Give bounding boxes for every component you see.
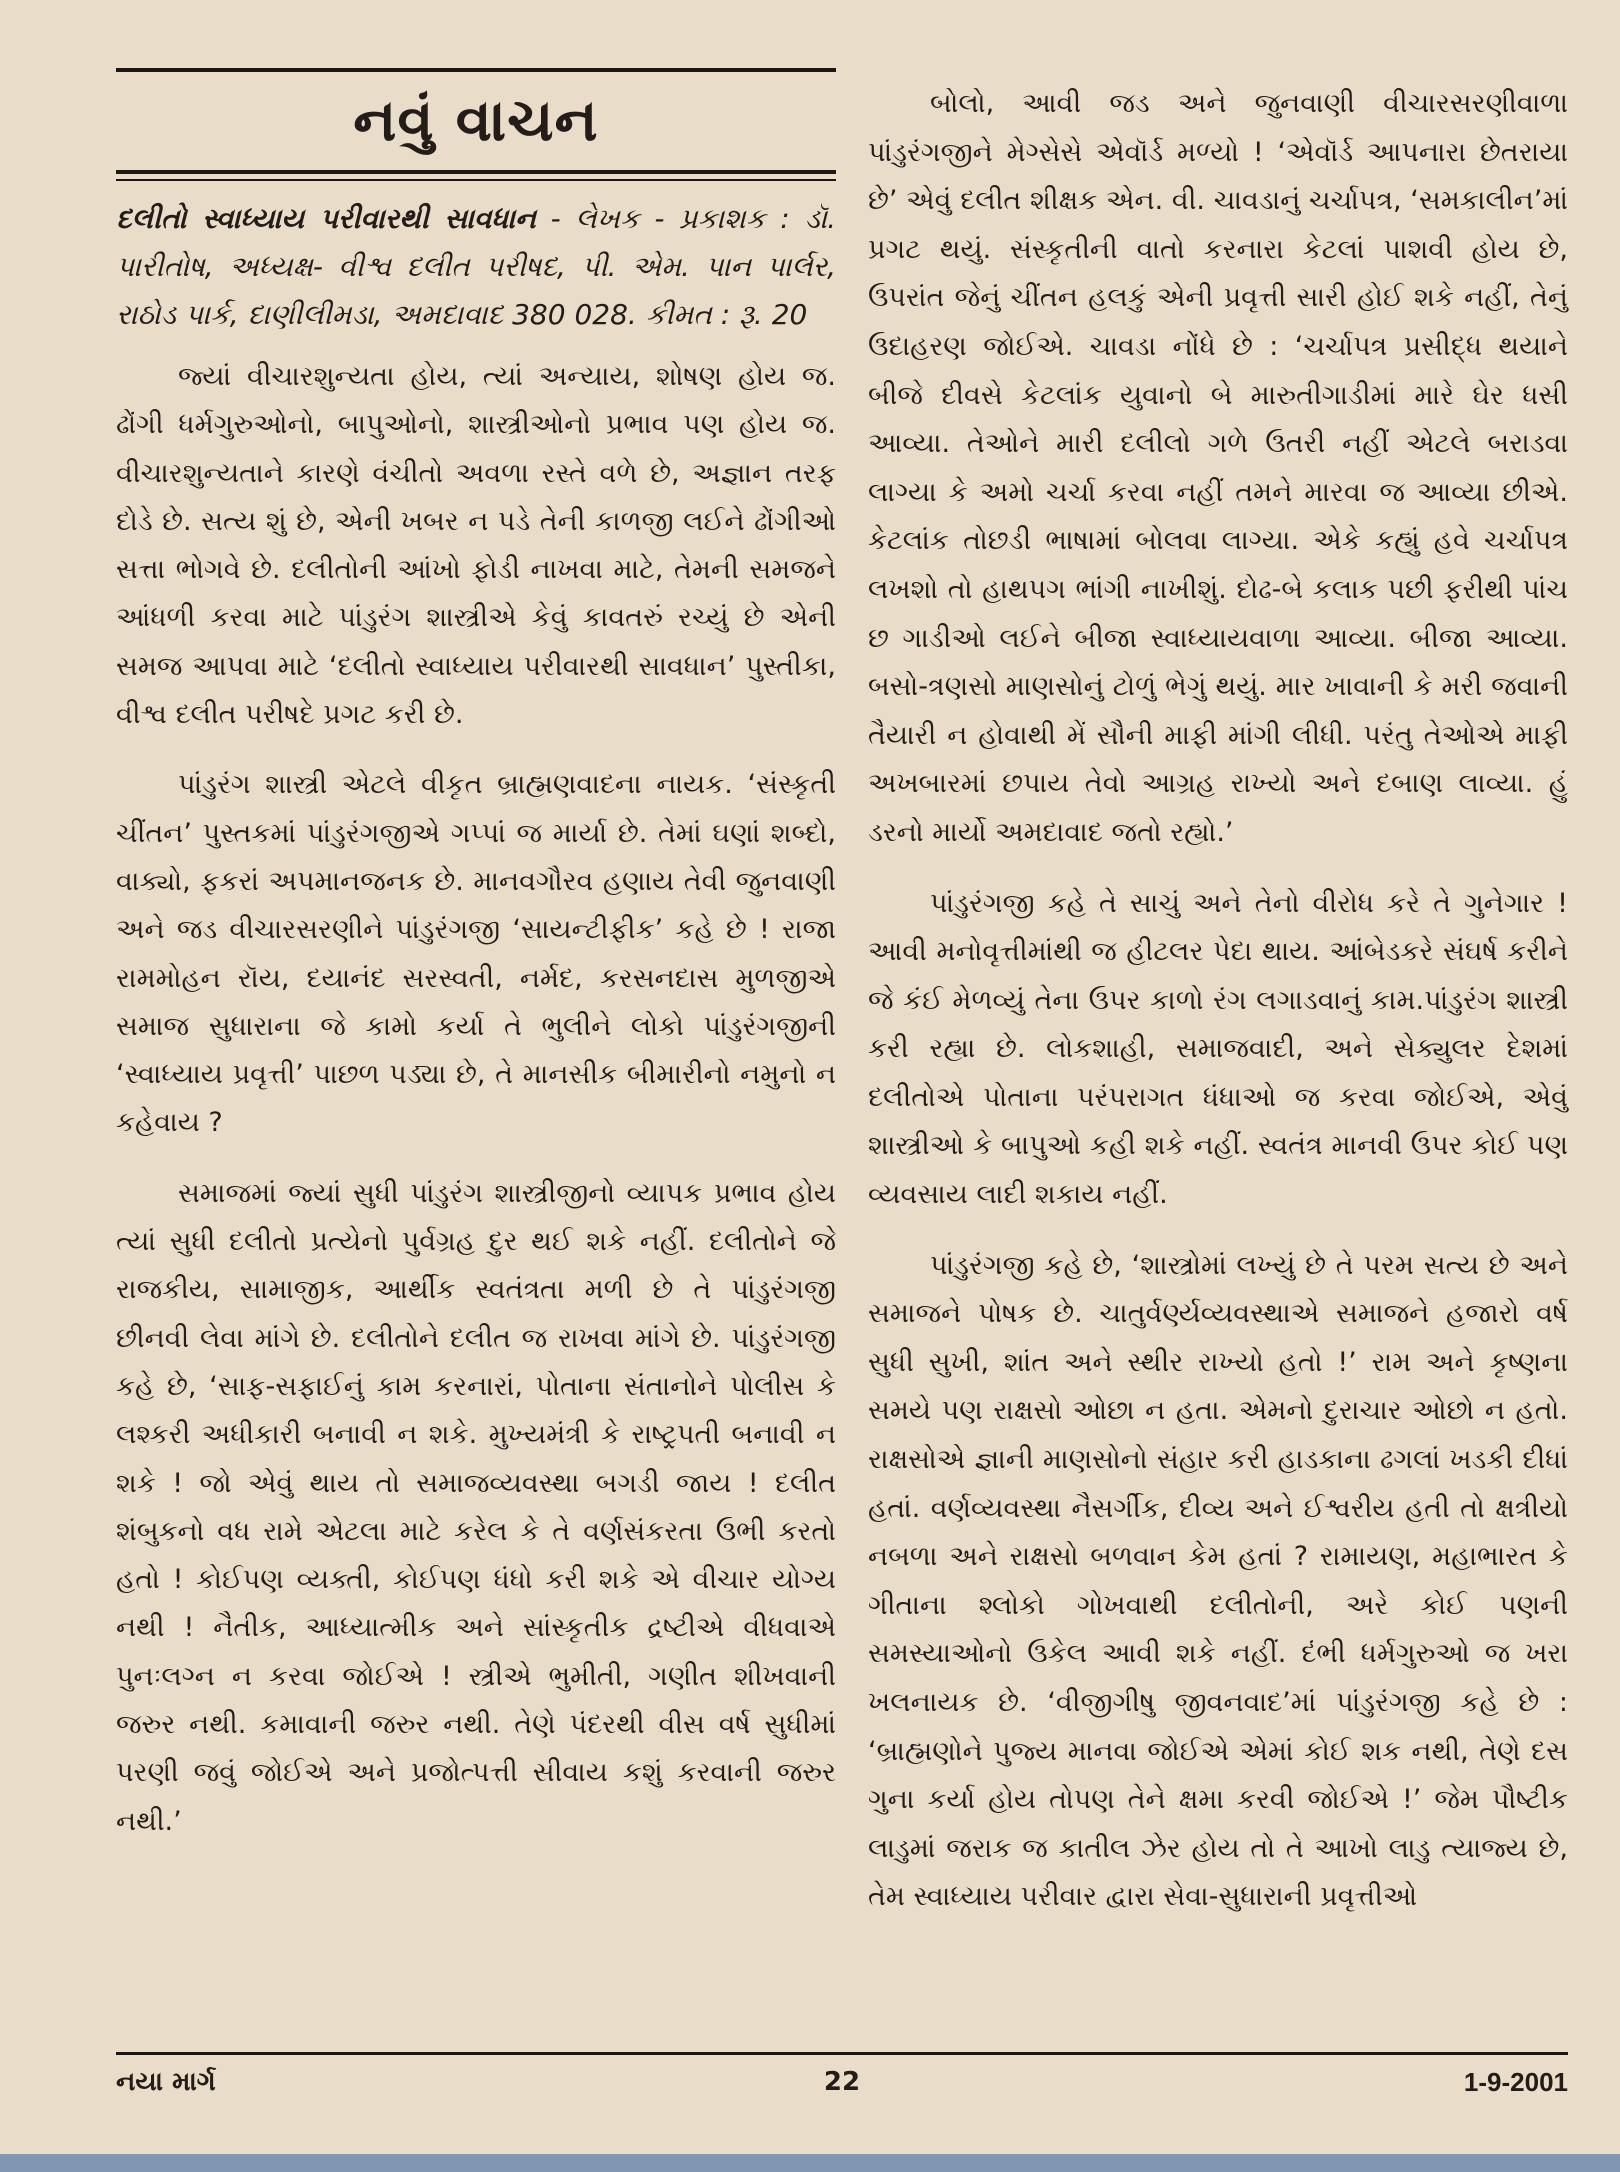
right-column — [868, 80, 1568, 1944]
page-footer — [116, 2052, 1568, 2097]
left-paragraph-3: સમાજમાં જ્યાં સુધી પાંડુરંગ શાસ્ત્રીજીનો વ્યાપક પ્રભાવ હોય ત્યાં સુધી દલીતો પ્રત્યેનો પુર્વગ્રહ દુર થઈ શકે નહીં. દલીતોને જે રાજકીય, સામાજીક, આર્થીક સ્વતંત્રતા મળી છે તે પાંડુરંગજી છીનવી લેવા માંગે છે. દલીતોને દલીત જ રાખવા માંગે છે. પાંડુરંગજી કહે છે, ‘સાફ-સફાઈનું કામ કરનારાં, પોતાના સંતાનોને પોલીસ કે લશ્કરી અધીકારી બનાવી ન શકે. મુખ્યમંત્રી કે રાષ્ટ્રપતી બનાવી ન શકે ! જો એવું થાય તો સમાજવ્યવસ્થા બગડી જાય ! દલીત શંબુકનો વધ રામે એટલા માટે કરેલ કે તે વર્ણસંકરતા ઉભી કરતો હતો ! કોઈપણ વ્યક્તી, કોઈપણ ધંધો કરી શકે એ વીચાર યોગ્ય નથી ! નૈતીક, આધ્યાત્મીક અને સાંસ્કૃતીક દ્રષ્ટીએ વીધવાએ પુનઃલગ્ન ન કરવા જોઈએ ! સ્ત્રીએ ભુમીતી, ગણીત શીખવાની જરુર નથી. કમાવાની જરુર નથી. તેણે પંદરથી વીસ વર્ષ સુધીમાં પરણી જવું જોઈએ અને પ્રજોત્પત્તી સીવાય કશું કરવાની જરુર નથી.’ — [116, 1177, 836, 1837]
book-details: - લેખક - પ્રકાશક : ડૉ. પારીતોષ, અધ્યક્ષ- વીશ્વ દલીત પરીષદ, પી. એમ. પાન પાર્લર, રાઠોડ પાર્ક, દાણીલીમડા, અમદાવાદ 380 028. કીમત : રૂ. 20 — [116, 202, 836, 331]
left-paragraph-2: પાંડુરંગ શાસ્ત્રી એટલે વીકૃત બ્રાહ્મણવાદના નાયક. ‘સંસ્કૃતી ચીંતન’ પુસ્તકમાં પાંડુરંગજીએ ગપ્પાં જ માર્યા છે. તેમાં ઘણાં શબ્દો, વાક્યો, ફકરાં અપમાનજનક છે. માનવગૌરવ હણાય તેવી જુનવાણી અને જડ વીચારસરણીને પાંડુરંગજી ‘સાયન્ટીફીક’ કહે છે ! રાજા રામમોહન રૉય, દયાનંદ સરસ્વતી, નર્મદ, કરસનદાસ મુળજીએ સમાજ સુધારાના જે કામો કર્યા તે ભુલીને લોકો પાંડુરંગજીની ‘સ્વાધ્યાય પ્રવૃત્તી’ પાછળ પડ્યા છે, તે માનસીક બીમારીનો નમુનો ન કહેવાય ? — [116, 769, 836, 1139]
title-bottom-rule — [116, 170, 836, 174]
title-top-rule — [116, 68, 836, 72]
left-column — [116, 68, 836, 1868]
right-paragraph-1: બોલો, આવી જડ અને જુનવાણી વીચારસરણીવાળા પાંડુરંગજીને મેગ્સેસે એવૉર્ડ મળ્યો ! ‘એવૉર્ડ આપનારા છેતરાયા છે’ એવું દલીત શીક્ષક એન. વી. ચાવડાનું ચર્ચાપત્ર, ‘સમકાલીન’માં પ્રગટ થયું. સંસ્કૃતીની વાતો કરનારા કેટલાં પાશવી હોય છે, ઉપરાંત જેનું ચીંતન હલકું એની પ્રવૃત્તી સારી હોઈ શકે નહીં, તેનું ઉદાહરણ જોઈએ. ચાવડા નોંધે છે : ‘ચર્ચાપત્ર પ્રસીદ્ધ થયાને બીજે દીવસે કેટલાંક યુવાનો બે મારુતીગાડીમાં મારે ઘેર ધસી આવ્યા. તેઓને મારી દલીલો ગળે ઉતરી નહીં એટલે બરાડવા લાગ્યા કે અમો ચર્ચા કરવા નહીં તમને મારવા જ આવ્યા છીએ. કેટલાંક તોછડી ભાષામાં બોલવા લાગ્યા. એકે કહ્યું હવે ચર્ચાપત્ર લખશો તો હાથપગ ભાંગી નાખીશું. દોઢ-બે કલાક પછી ફરીથી પાંચ છ ગાડીઓ લઈને બીજા સ્વાધ્યાયવાળા આવ્યા. બીજા આવ્યા. બસો-ત્રણસો માણસોનું ટોળું ભેગું થયું. માર ખાવાની કે મરી જવાની તૈયારી ન હોવાથી મેં સૌની માફી માંગી લીધી. પરંતુ તેઓએ માફી અખબારમાં છપાય તેવો આગ્રહ રાખ્યો અને દબાણ લાવ્યા. હું ડરનો માર્યો અમદાવાદ જતો રહ્યો.’ — [868, 88, 1568, 848]
right-paragraph-2: પાંડુરંગજી કહે તે સાચું અને તેનો વીરોધ કરે તે ગુનેગાર ! આવી મનોવૃત્તીમાંથી જ હીટલર પેદા થાય. આંબેડકરે સંઘર્ષ કરીને જે કંઈ મેળવ્યું તેના ઉપર કાળો રંગ લગાડવાનું કામ.પાંડુરંગ શાસ્ત્રી કરી રહ્યા છે. લોકશાહી, સમાજવાદી, અને સેક્યુલર દેશમાં દલીતોએ પોતાના પરંપરાગત ધંધાઓ જ કરવા જોઈએ, એવું શાસ્ત્રીઓ કે બાપુઓ કહી શકે નહીં. સ્વતંત્ર માનવી ઉપર કોઈ પણ વ્યવસાય લાદી શકાય નહીં. — [868, 887, 1568, 1211]
section-title: નવું વાચન — [353, 86, 599, 154]
title-bottom-rule-thin — [116, 179, 836, 181]
book-info — [116, 195, 836, 339]
book-title: દલીતો સ્વાધ્યાય પરીવારથી સાવધાન — [116, 202, 536, 235]
left-paragraph-1: જ્યાં વીચારશુન્યતા હોય, ત્યાં અન્યાય, શોષણ હોય જ. ઢોંગી ધર્મગુરુઓનો, બાપુઓનો, શાસ્ત્રીઓનો પ્રભાવ પણ હોય જ. વીચારશુન્યતાને કારણે વંચીતો અવળા રસ્તે વળે છે, અજ્ઞાન તરફ દોડે છે. સત્ય શું છે, એની ખબર ન પડે તેની કાળજી લઈને ઢોંગીઓ સત્તા ભોગવે છે. દલીતોની આંખો ફોડી નાખવા માટે, તેમની સમજને આંધળી કરવા માટે પાંડુરંગ શાસ્ત્રીએ કેવું કાવતરું રચ્યું છે એની સમજ આપવા માટે ‘દલીતો સ્વાધ્યાય પરીવારથી સાવધાન’ પુસ્તીકા, વીશ્વ દલીત પરીષદે પ્રગટ કરી છે. — [116, 361, 836, 731]
publication-name: નયા માર્ગ — [116, 2067, 216, 2097]
scan-edge-strip — [0, 2154, 1620, 2172]
issue-date: 1-9-2001 — [1463, 2067, 1568, 2097]
page-number: 22 — [823, 2067, 861, 2097]
right-paragraph-3: પાંડુરંગજી કહે છે, ‘શાસ્ત્રોમાં લખ્યું છે તે પરમ સત્ય છે અને સમાજને પોષક છે. ચાતુર્વર્ણ્યવ્યવસ્થાએ સમાજને હજારો વર્ષ સુધી સુખી, શાંત અને સ્થીર રાખ્યો હતો !’ રામ અને કૃષ્ણના સમયે પણ રાક્ષસો ઓછા ન હતા. એમનો દુરાચાર ઓછો ન હતો. રાક્ષસોએ જ્ઞાની માણસોનો સંહાર કરી હાડકાના ઢગલાં ખડકી દીધાં હતાં. વર્ણવ્યવસ્થા નૈસર્ગીક, દીવ્ય અને ઈશ્વરીય હતી તો ક્ષત્રીયો નબળા અને રાક્ષસો બળવાન કેમ હતાં ? રામાયણ, મહાભારત કે ગીતાના શ્લોકો ગોખવાથી દલીતોની, અરે કોઈ પણની સમસ્યાઓનો ઉકેલ આવી શકે નહીં. દંભી ધર્મગુરુઓ જ ખરા ખલનાયક છે. ‘વીજીગીષુ જીવનવાદ’માં પાંડુરંગજી કહે છે : ‘બ્રાહ્મણોને પુજ્ય માનવા જોઈએ એમાં કોઈ શક નથી, તેણે દસ ગુના કર્યા હોય તોપણ તેને ક્ષમા કરવી જોઈએ !’ જેમ પૌષ્ટીક લાડુમાં જરાક જ કાતીલ ઝેર હોય તો તે આખો લાડુ ત્યાજ્ય છે, તેમ સ્વાધ્યાય પરીવાર દ્વારા સેવા-સુધારાની પ્રવૃત્તીઓ — [868, 1249, 1568, 1913]
